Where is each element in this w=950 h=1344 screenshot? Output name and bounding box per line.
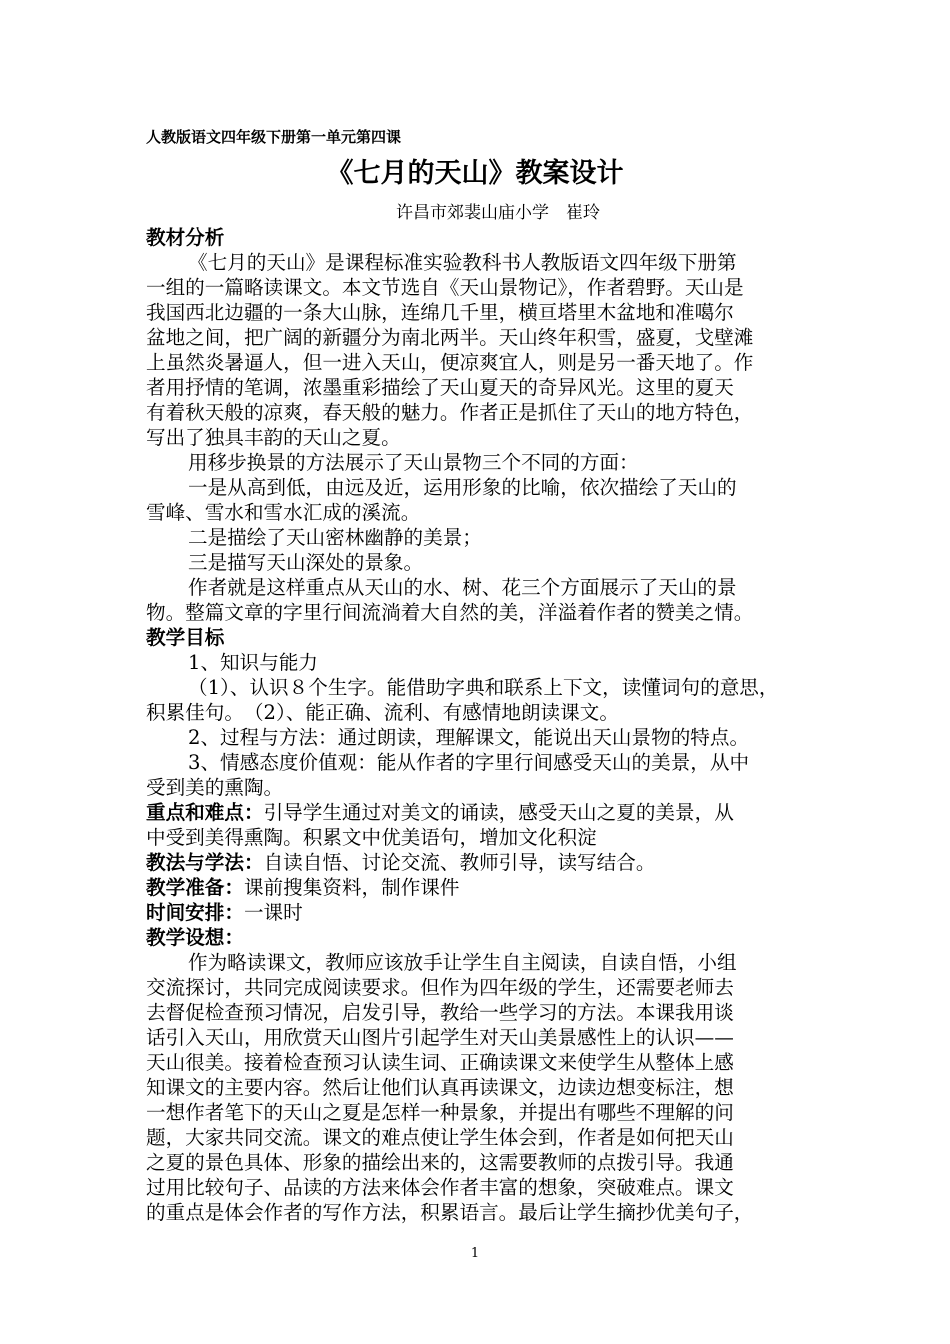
paragraph-line: 有着秋天般的凉爽，春天般的魅力。作者正是抓住了天山的地方特色， bbox=[146, 401, 754, 424]
time-label: 时间安排： bbox=[146, 901, 244, 924]
methods-text: 自读自悟、讨论交流、教师引导，读写结合。 bbox=[263, 851, 656, 874]
paragraph-line: 去督促检查预习情况，启发引导，教给一些学习的方法。本课我用谈 bbox=[146, 1001, 734, 1024]
section-heading-analysis: 教材分析 bbox=[146, 226, 225, 249]
paragraph-line: 知课文的主要内容。然后让他们认真再读课文，边读边想变标注，想 bbox=[146, 1076, 734, 1099]
preparation-text: 课前搜集资料，制作课件 bbox=[243, 876, 460, 899]
time-text: 一课时 bbox=[243, 901, 303, 924]
key-points-text: 引导学生通过对美文的诵读，感受天山之夏的美景，从 bbox=[263, 801, 734, 824]
paragraph-line: 上虽然炎暑逼人，但一进入天山，便凉爽宜人，则是另一番天地了。作 bbox=[146, 351, 754, 374]
paragraph-line: 话引入天山，用欣赏天山图片引起学生对天山美景感性上的认识—— bbox=[146, 1026, 734, 1049]
paragraph-line: 2、过程与方法：通过朗读，理解课文，能说出天山景物的特点。 bbox=[188, 726, 750, 749]
preparation-label: 教学准备： bbox=[146, 876, 244, 899]
paragraph-line: 《七月的天山》是课程标准实验教科书人教版语文四年级下册第 bbox=[188, 251, 737, 274]
paragraph-line: （1）、认识８个生字。能借助字典和联系上下文，读懂词句的意思， bbox=[188, 676, 779, 699]
paragraph-line: 雪峰、雪水和雪水汇成的溪流。 bbox=[146, 501, 421, 524]
paragraph-line: 题，大家共同交流。课文的难点使让学生体会到，作者是如何把天山 bbox=[146, 1126, 734, 1149]
paragraph-line: 物。整篇文章的字里行间流淌着大自然的美，洋溢着作者的赞美之情。 bbox=[146, 601, 754, 624]
paragraph-line: 积累佳句。 （2）、能正确、流利、有感情地朗读课文。 bbox=[146, 701, 619, 724]
paragraph-line: 我国西北边疆的一条大山脉，连绵几千里，横亘塔里木盆地和准噶尔 bbox=[146, 301, 734, 324]
paragraph-line: 天山很美。接着检查预习认读生词、正确读课文来使学生从整体上感 bbox=[146, 1051, 734, 1074]
paragraph-line: 用移步换景的方法展示了天山景物三个不同的方面： bbox=[188, 451, 639, 474]
paragraph-line: 一组的一篇略读课文。本文节选自《天山景物记》，作者碧野。天山是 bbox=[146, 276, 744, 299]
section-heading-design: 教学设想： bbox=[146, 926, 244, 949]
course-label: 人教版语文四年级下册第一单元第四课 bbox=[146, 128, 402, 146]
paragraph-line: 过用比较句子、品读的方法来体会作者丰富的想象，突破难点。课文 bbox=[146, 1176, 734, 1199]
paragraph-line: 三是描写天山深处的景象。 bbox=[188, 551, 424, 574]
page-title: 《七月的天山》教案设计 bbox=[326, 158, 624, 189]
paragraph-line: 作为略读课文，教师应该放手让学生自主阅读，自读自悟，小组 bbox=[188, 951, 737, 974]
page-number: 1 bbox=[470, 1246, 480, 1261]
paragraph-line: 作者就是这样重点从天山的水、树、花三个方面展示了天山的景 bbox=[188, 576, 737, 599]
preparation-line bbox=[146, 875, 811, 901]
author-line: 许昌市郊裴山庙小学 崔玲 bbox=[396, 203, 600, 223]
paragraph-line: 1、知识与能力 bbox=[188, 651, 319, 674]
methods-label: 教法与学法： bbox=[146, 851, 264, 874]
paragraph-line: 写出了独具丰韵的天山之夏。 bbox=[146, 426, 401, 449]
section-heading-goals: 教学目标 bbox=[146, 626, 225, 649]
paragraph-line: 中受到美得熏陶。积累文中优美语句，增加文化积淀 bbox=[146, 826, 597, 849]
methods-line bbox=[146, 850, 811, 876]
paragraph-line: 一是从高到低，由远及近，运用形象的比喻，依次描绘了天山的 bbox=[188, 476, 737, 499]
paragraph-line: 的重点是体会作者的写作方法，积累语言。最后让学生摘抄优美句子， bbox=[146, 1201, 754, 1224]
paragraph-line: 受到美的熏陶。 bbox=[146, 776, 284, 799]
paragraph-line: 者用抒情的笔调，浓墨重彩描绘了天山夏天的奇异风光。这里的夏天 bbox=[146, 376, 734, 399]
time-line bbox=[146, 900, 811, 926]
paragraph-line: 一想作者笔下的天山之夏是怎样一种景象，并提出有哪些不理解的问 bbox=[146, 1101, 734, 1124]
paragraph-line: 二是描绘了天山密林幽静的美景； bbox=[188, 526, 482, 549]
key-points-line bbox=[146, 800, 811, 826]
paragraph-line: 交流探讨，共同完成阅读要求。但作为四年级的学生，还需要老师去 bbox=[146, 976, 734, 999]
paragraph-line: 3、情感态度价值观：能从作者的字里行间感受天山的美景，从中 bbox=[188, 751, 750, 774]
paragraph-line: 之夏的景色具体、形象的描绘出来的，这需要教师的点拨引导。我通 bbox=[146, 1151, 734, 1174]
key-points-label: 重点和难点： bbox=[146, 801, 264, 824]
paragraph-line: 盆地之间，把广阔的新疆分为南北两半。天山终年积雪，盛夏，戈壁滩 bbox=[146, 326, 754, 349]
